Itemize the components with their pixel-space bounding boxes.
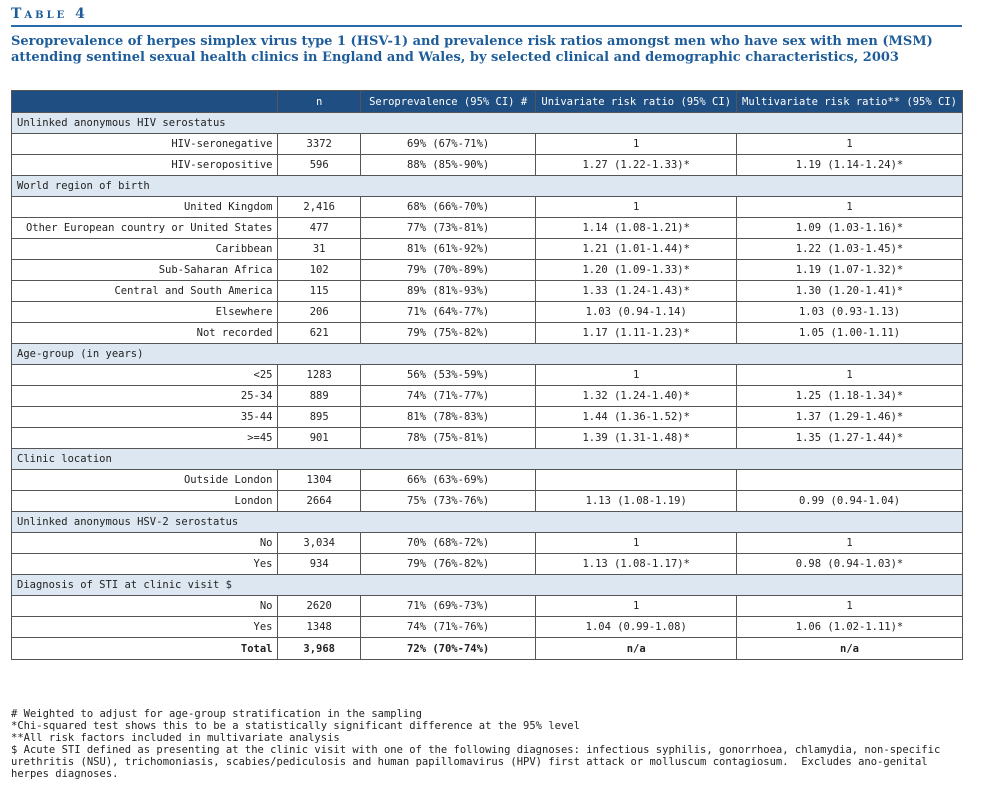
row-univariate: 1.13 (1.08-1.19) <box>536 491 737 512</box>
row-multivariate: 1.37 (1.29-1.46)* <box>737 407 963 428</box>
row-seroprevalence: 81% (78%-83%) <box>360 407 535 428</box>
row-multivariate <box>737 470 963 491</box>
row-univariate: 1.33 (1.24-1.43)* <box>536 281 737 302</box>
row-n: 1304 <box>278 470 360 491</box>
table-row <box>12 365 963 386</box>
row-univariate: 1 <box>536 596 737 617</box>
row-multivariate: 1 <box>737 197 963 218</box>
row-n: 895 <box>278 407 360 428</box>
section-row <box>12 575 963 596</box>
table-row <box>12 491 963 512</box>
row-multivariate: 1 <box>737 365 963 386</box>
section-row <box>12 512 963 533</box>
total-label: Total <box>12 638 278 660</box>
row-label: United Kingdom <box>12 197 278 218</box>
header-row <box>12 91 963 113</box>
table-row <box>12 428 963 449</box>
section-row <box>12 344 963 365</box>
row-univariate: 1.44 (1.36-1.52)* <box>536 407 737 428</box>
row-multivariate: 1.06 (1.02-1.11)* <box>737 617 963 638</box>
section-title: World region of birth <box>12 176 963 197</box>
table-row <box>12 386 963 407</box>
row-n: 889 <box>278 386 360 407</box>
total-multivariate: n/a <box>737 638 963 660</box>
row-n: 31 <box>278 239 360 260</box>
row-multivariate: 1.22 (1.03-1.45)* <box>737 239 963 260</box>
table-row <box>12 155 963 176</box>
row-seroprevalence: 88% (85%-90%) <box>360 155 535 176</box>
row-n: 2620 <box>278 596 360 617</box>
row-n: 596 <box>278 155 360 176</box>
row-n: 2,416 <box>278 197 360 218</box>
table-row <box>12 533 963 554</box>
row-n: 621 <box>278 323 360 344</box>
row-seroprevalence: 79% (70%-89%) <box>360 260 535 281</box>
row-seroprevalence: 79% (75%-82%) <box>360 323 535 344</box>
table-row <box>12 596 963 617</box>
total-univariate: n/a <box>536 638 737 660</box>
row-univariate: 1.04 (0.99-1.08) <box>536 617 737 638</box>
row-univariate: 1.27 (1.22-1.33)* <box>536 155 737 176</box>
row-multivariate: 1.19 (1.07-1.32)* <box>737 260 963 281</box>
row-univariate: 1.13 (1.08-1.17)* <box>536 554 737 575</box>
section-title: Unlinked anonymous HIV serostatus <box>12 113 963 134</box>
row-multivariate: 1.35 (1.27-1.44)* <box>737 428 963 449</box>
total-n: 3,968 <box>278 638 360 660</box>
row-label: HIV-seropositive <box>12 155 278 176</box>
row-univariate: 1.21 (1.01-1.44)* <box>536 239 737 260</box>
header-rule <box>11 25 962 27</box>
row-seroprevalence: 74% (71%-76%) <box>360 617 535 638</box>
row-label: No <box>12 596 278 617</box>
row-univariate: 1.03 (0.94-1.14) <box>536 302 737 323</box>
header-label <box>12 91 278 113</box>
table-row <box>12 470 963 491</box>
row-label: <25 <box>12 365 278 386</box>
row-seroprevalence: 77% (73%-81%) <box>360 218 535 239</box>
row-n: 1348 <box>278 617 360 638</box>
section-title: Age-group (in years) <box>12 344 963 365</box>
row-seroprevalence: 66% (63%-69%) <box>360 470 535 491</box>
row-multivariate: 0.99 (0.94-1.04) <box>737 491 963 512</box>
row-seroprevalence: 81% (61%-92%) <box>360 239 535 260</box>
header-n: n <box>278 91 360 113</box>
row-multivariate: 1.09 (1.03-1.16)* <box>737 218 963 239</box>
row-n: 901 <box>278 428 360 449</box>
table-row <box>12 239 963 260</box>
section-row <box>12 449 963 470</box>
row-label: 25-34 <box>12 386 278 407</box>
table-row <box>12 134 963 155</box>
table-row <box>12 260 963 281</box>
footnote: *Chi-squared test shows this to be a statistically significant difference at the 95% level <box>11 720 580 732</box>
row-multivariate: 1.03 (0.93-1.13) <box>737 302 963 323</box>
row-multivariate: 1.05 (1.00-1.11) <box>737 323 963 344</box>
row-n: 1283 <box>278 365 360 386</box>
table-label: Table 4 <box>11 6 88 22</box>
row-seroprevalence: 69% (67%-71%) <box>360 134 535 155</box>
row-seroprevalence: 71% (69%-73%) <box>360 596 535 617</box>
row-label: Other European country or United States <box>12 218 278 239</box>
footnote: $ Acute STI defined as presenting at the clinic visit with one of the following diagnoses: infectious syphilis, gonorrhoea, chlamydia, non-specific urethritis (NSU), trichomoniasis, scabies/pediculosis and human papillomavirus (HPV) first attack or molluscum contagiosum. Excludes ano-genital herpes diagnoses. <box>11 744 947 780</box>
table-row <box>12 197 963 218</box>
row-multivariate: 1.19 (1.14-1.24)* <box>737 155 963 176</box>
row-univariate: 1.32 (1.24-1.40)* <box>536 386 737 407</box>
row-seroprevalence: 71% (64%-77%) <box>360 302 535 323</box>
row-label: Caribbean <box>12 239 278 260</box>
total-row <box>12 638 963 660</box>
row-label: Central and South America <box>12 281 278 302</box>
footnote: **All risk factors included in multivariate analysis <box>11 732 340 744</box>
table-row <box>12 218 963 239</box>
footnote: # Weighted to adjust for age-group stratification in the sampling <box>11 708 422 720</box>
row-label: Elsewhere <box>12 302 278 323</box>
row-label: Sub-Saharan Africa <box>12 260 278 281</box>
row-seroprevalence: 78% (75%-81%) <box>360 428 535 449</box>
section-row <box>12 113 963 134</box>
row-seroprevalence: 89% (81%-93%) <box>360 281 535 302</box>
row-univariate: 1 <box>536 533 737 554</box>
row-univariate: 1.39 (1.31-1.48)* <box>536 428 737 449</box>
row-label: Yes <box>12 554 278 575</box>
row-multivariate: 1 <box>737 596 963 617</box>
row-n: 3372 <box>278 134 360 155</box>
footnotes <box>11 708 971 780</box>
row-n: 102 <box>278 260 360 281</box>
row-univariate: 1.14 (1.08-1.21)* <box>536 218 737 239</box>
row-label: London <box>12 491 278 512</box>
row-n: 934 <box>278 554 360 575</box>
row-n: 115 <box>278 281 360 302</box>
row-seroprevalence: 70% (68%-72%) <box>360 533 535 554</box>
data-table <box>11 90 963 660</box>
section-title: Unlinked anonymous HSV-2 serostatus <box>12 512 963 533</box>
row-label: HIV-seronegative <box>12 134 278 155</box>
row-univariate: 1 <box>536 365 737 386</box>
table-row <box>12 617 963 638</box>
row-label: No <box>12 533 278 554</box>
row-multivariate: 1.25 (1.18-1.34)* <box>737 386 963 407</box>
row-n: 477 <box>278 218 360 239</box>
table-row <box>12 407 963 428</box>
row-n: 3,034 <box>278 533 360 554</box>
row-seroprevalence: 75% (73%-76%) <box>360 491 535 512</box>
row-n: 206 <box>278 302 360 323</box>
row-univariate: 1.17 (1.11-1.23)* <box>536 323 737 344</box>
table-row <box>12 302 963 323</box>
row-label: Not recorded <box>12 323 278 344</box>
row-multivariate: 1 <box>737 533 963 554</box>
row-label: >=45 <box>12 428 278 449</box>
section-title: Clinic location <box>12 449 963 470</box>
table-body <box>12 113 963 660</box>
row-multivariate: 1 <box>737 134 963 155</box>
table-row <box>12 323 963 344</box>
row-seroprevalence: 68% (66%-70%) <box>360 197 535 218</box>
row-label: Yes <box>12 617 278 638</box>
row-seroprevalence: 74% (71%-77%) <box>360 386 535 407</box>
row-seroprevalence: 79% (76%-82%) <box>360 554 535 575</box>
table-row <box>12 554 963 575</box>
row-univariate: 1.20 (1.09-1.33)* <box>536 260 737 281</box>
header-multivariate: Multivariate risk ratio** (95% CI) <box>737 91 963 113</box>
table-row <box>12 281 963 302</box>
row-multivariate: 0.98 (0.94-1.03)* <box>737 554 963 575</box>
row-univariate <box>536 470 737 491</box>
row-multivariate: 1.30 (1.20-1.41)* <box>737 281 963 302</box>
row-univariate: 1 <box>536 197 737 218</box>
header-seroprevalence: Seroprevalence (95% CI) # <box>360 91 535 113</box>
table-title: Seroprevalence of herpes simplex virus type 1 (HSV-1) and prevalence risk ratios amongst men who have sex with men (MSM) attending sentinel sexual health clinics in England and Wales, by selected clinical and demographic characteristics, 2003 <box>11 34 933 65</box>
total-seroprevalence: 72% (70%-74%) <box>360 638 535 660</box>
row-n: 2664 <box>278 491 360 512</box>
section-row <box>12 176 963 197</box>
row-univariate: 1 <box>536 134 737 155</box>
row-label: 35-44 <box>12 407 278 428</box>
section-title: Diagnosis of STI at clinic visit $ <box>12 575 963 596</box>
row-label: Outside London <box>12 470 278 491</box>
header-univariate: Univariate risk ratio (95% CI) <box>536 91 737 113</box>
row-seroprevalence: 56% (53%-59%) <box>360 365 535 386</box>
